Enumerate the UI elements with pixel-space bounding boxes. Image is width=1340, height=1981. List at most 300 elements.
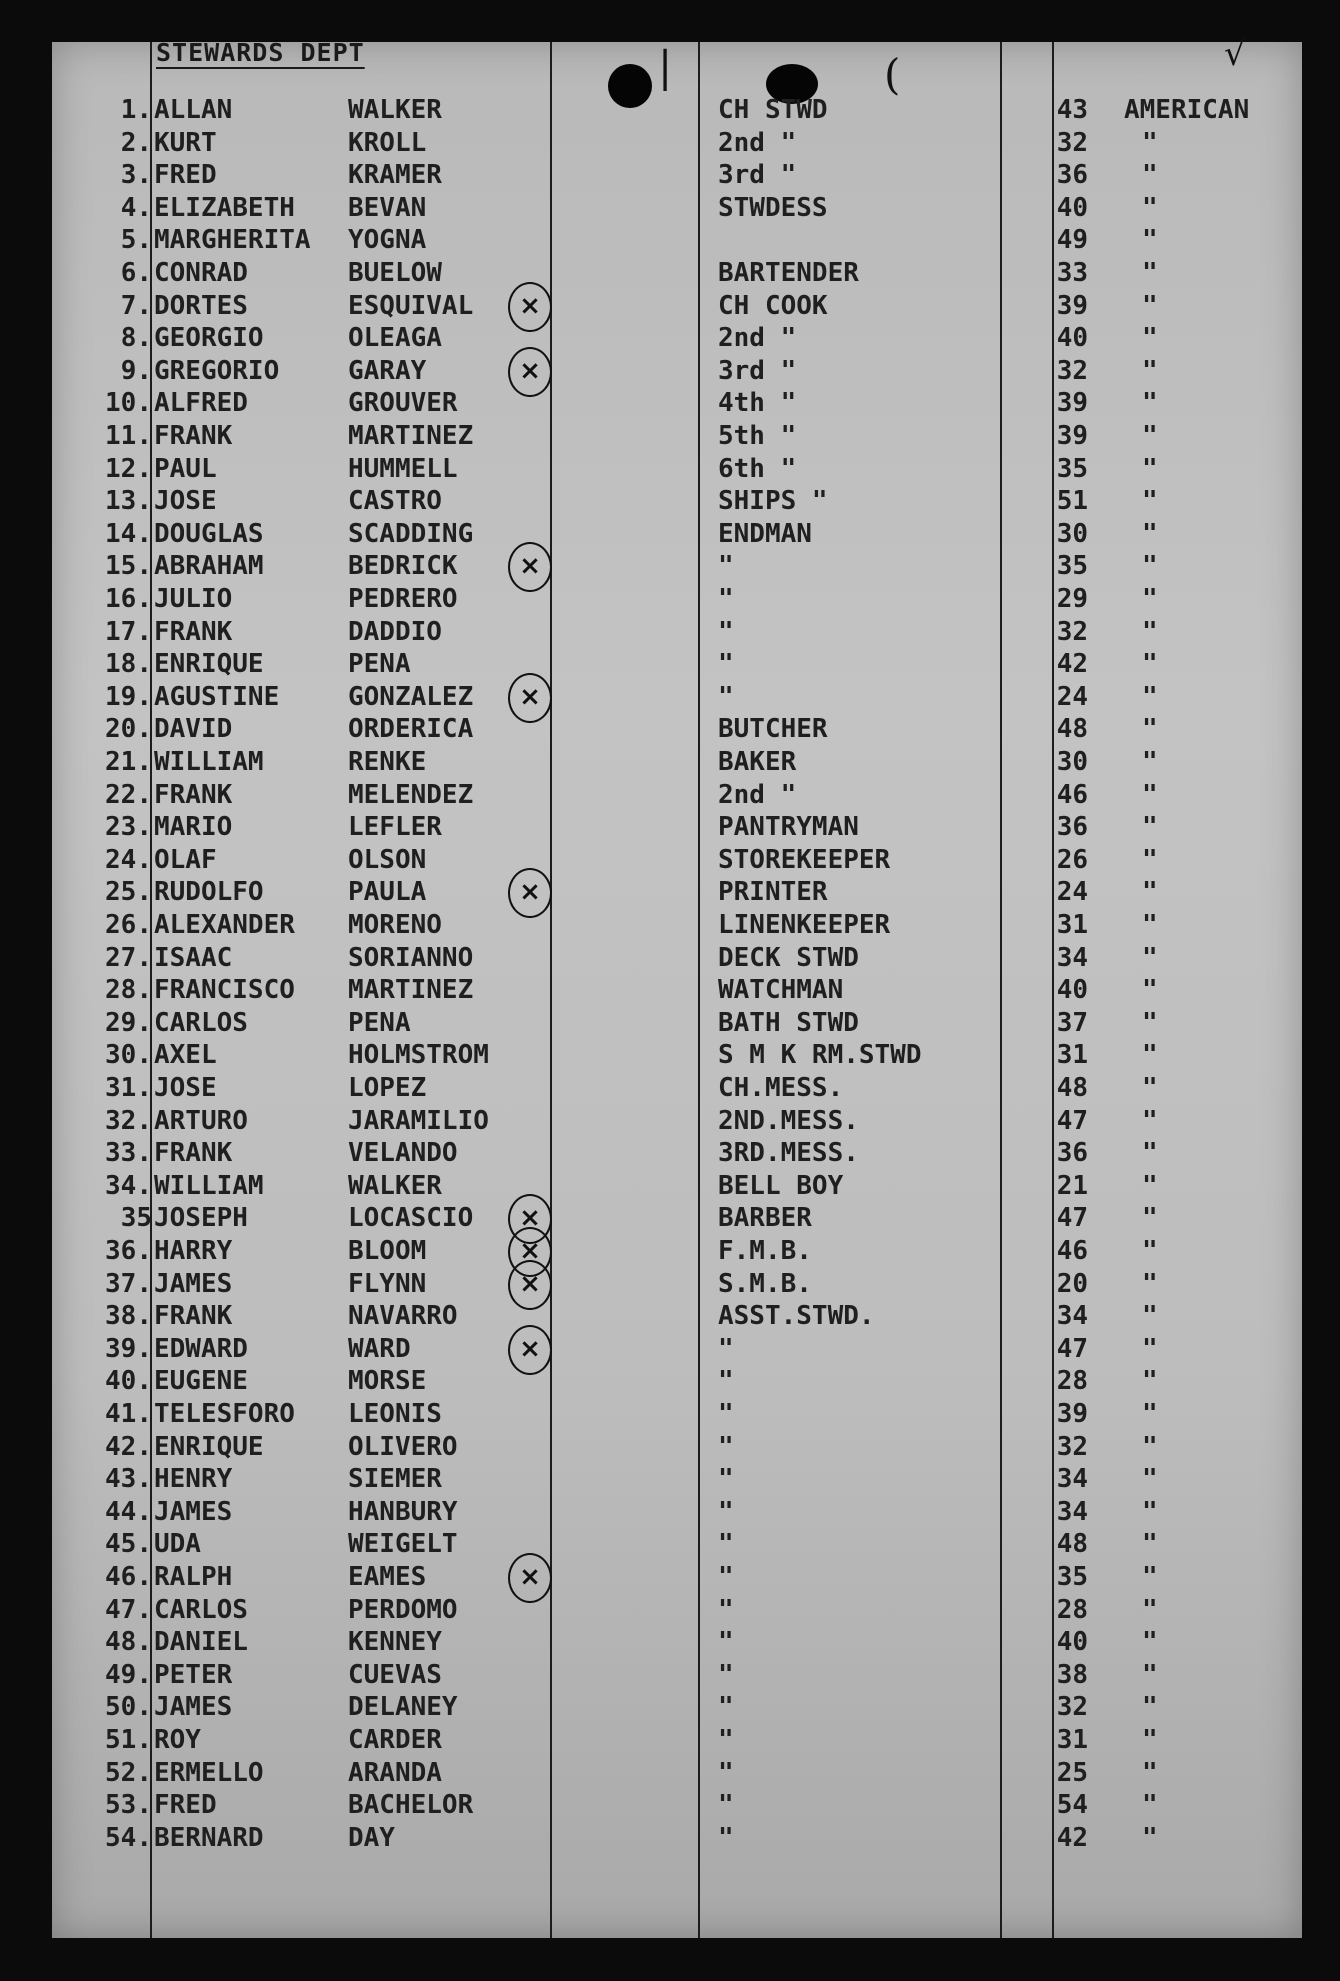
pen-check-icon: √	[1224, 34, 1246, 74]
row-number: 27.	[105, 942, 152, 973]
crew-row	[52, 1007, 1302, 1039]
first-name: GEORGIO	[154, 323, 264, 354]
row-number: 7.	[120, 290, 152, 321]
row-number: 17.	[105, 616, 152, 647]
age: 40	[1056, 192, 1088, 223]
row-number: 36.	[105, 1236, 152, 1266]
first-name: EDWARD	[154, 1333, 248, 1364]
first-name: CONRAD	[154, 258, 248, 288]
crew-row	[52, 127, 1302, 159]
first-name: ALFRED	[154, 388, 248, 419]
row-number: 38.	[105, 1301, 152, 1332]
last-name: KROLL	[348, 127, 427, 158]
row-number: 24.	[105, 844, 152, 875]
pen-stroke-icon: |	[658, 42, 673, 91]
last-name: RENKE	[348, 747, 427, 777]
last-name: GARAY	[348, 355, 427, 386]
last-name: GONZALEZ	[348, 681, 474, 712]
first-name: OLAF	[154, 844, 217, 875]
rating: "	[718, 1725, 734, 1755]
row-number: 28.	[105, 975, 152, 1006]
crew-row	[52, 1137, 1302, 1169]
crew-row	[52, 518, 1302, 550]
last-name: BEVAN	[348, 192, 427, 223]
crew-row	[52, 713, 1302, 745]
nationality: "	[1142, 1659, 1158, 1690]
row-number: 37.	[105, 1268, 152, 1299]
crew-row	[52, 1594, 1302, 1626]
nationality: "	[1142, 551, 1158, 582]
first-name: JAMES	[154, 1692, 233, 1723]
crew-row	[52, 648, 1302, 680]
crew-row	[52, 290, 1302, 322]
first-name: FRANK	[154, 421, 233, 451]
rating: "	[718, 1757, 734, 1788]
nationality: "	[1142, 1073, 1158, 1103]
row-number: 25.	[105, 877, 152, 908]
age: 40	[1056, 323, 1088, 354]
age: 36	[1056, 1138, 1088, 1169]
nationality: "	[1142, 225, 1158, 256]
last-name: OLSON	[348, 844, 427, 875]
rating: S.M.B.	[718, 1268, 812, 1299]
first-name: RALPH	[154, 1562, 233, 1592]
first-name: AGUSTINE	[154, 681, 280, 712]
last-name: BLOOM	[348, 1236, 427, 1266]
crew-row	[52, 616, 1302, 648]
first-name: JOSE	[154, 486, 217, 517]
nationality: "	[1142, 1007, 1158, 1038]
nationality: "	[1142, 1040, 1158, 1071]
age: 34	[1056, 1301, 1088, 1332]
rating: 2nd "	[718, 779, 797, 810]
first-name: UDA	[154, 1529, 201, 1560]
circled-x-mark-icon: ×	[508, 347, 552, 397]
row-number: 39.	[105, 1333, 152, 1364]
age: 51	[1056, 486, 1088, 517]
age: 29	[1056, 584, 1088, 614]
age: 34	[1056, 1496, 1088, 1527]
row-number: 53.	[105, 1790, 152, 1821]
nationality: "	[1142, 942, 1158, 973]
crew-row	[52, 1757, 1302, 1789]
row-number: 12.	[105, 453, 152, 484]
nationality: "	[1142, 1203, 1158, 1234]
first-name: ROY	[154, 1725, 201, 1755]
rating: "	[718, 1627, 734, 1658]
rating: "	[718, 1822, 734, 1853]
nationality: "	[1142, 1464, 1158, 1495]
nationality: "	[1142, 1562, 1158, 1592]
last-name: LOPEZ	[348, 1073, 427, 1103]
last-name: SORIANNO	[348, 942, 474, 973]
rating: "	[718, 1692, 734, 1723]
nationality: "	[1142, 1627, 1158, 1658]
crew-row	[52, 1235, 1302, 1267]
circled-x-mark-icon: ×	[508, 1553, 552, 1603]
rating: PANTRYMAN	[718, 812, 859, 843]
circled-x-mark-icon: ×	[508, 673, 552, 723]
crew-row	[52, 159, 1302, 191]
nationality: "	[1142, 1170, 1158, 1201]
row-number: 6.	[120, 258, 152, 288]
row-number: 29.	[105, 1007, 152, 1038]
last-name: LEONIS	[348, 1399, 442, 1429]
nationality: "	[1142, 1301, 1158, 1332]
age: 30	[1056, 747, 1088, 777]
nationality: "	[1142, 258, 1158, 288]
rating: ASST.STWD.	[718, 1301, 875, 1332]
crew-row	[52, 387, 1302, 419]
age: 20	[1056, 1268, 1088, 1299]
nationality: "	[1142, 453, 1158, 484]
rating: "	[718, 1333, 734, 1364]
last-name: ARANDA	[348, 1757, 442, 1788]
nationality: "	[1142, 1366, 1158, 1397]
row-number: 23.	[105, 812, 152, 843]
rating: S M K RM.STWD	[718, 1040, 922, 1071]
first-name: FRANCISCO	[154, 975, 295, 1006]
nationality: "	[1142, 1268, 1158, 1299]
row-number: 51.	[105, 1725, 152, 1755]
nationality: "	[1142, 421, 1158, 451]
age: 32	[1056, 616, 1088, 647]
rating: SHIPS "	[718, 486, 828, 517]
row-number: 34.	[105, 1170, 152, 1201]
circled-x-mark-icon: ×	[508, 1260, 552, 1310]
age: 35	[1056, 453, 1088, 484]
rating: "	[718, 1431, 734, 1462]
first-name: ABRAHAM	[154, 551, 264, 582]
age: 43	[1056, 95, 1088, 125]
nationality: "	[1142, 1822, 1158, 1853]
last-name: HUMMELL	[348, 453, 458, 484]
row-number: 3.	[120, 160, 152, 191]
row-number: 18.	[105, 649, 152, 680]
crew-row	[52, 1072, 1302, 1104]
rating: "	[718, 1399, 734, 1429]
crew-row	[52, 1268, 1302, 1300]
row-number: 48.	[105, 1627, 152, 1658]
crew-row	[52, 583, 1302, 615]
rating: 3RD.MESS.	[718, 1138, 859, 1169]
row-number: 10.	[105, 388, 152, 419]
rating: BATH STWD	[718, 1007, 859, 1038]
crew-row	[52, 1789, 1302, 1821]
first-name: AXEL	[154, 1040, 217, 1071]
crew-row	[52, 681, 1302, 713]
age: 28	[1056, 1594, 1088, 1625]
nationality: "	[1142, 518, 1158, 549]
row-number: 4.	[120, 192, 152, 223]
first-name: CARLOS	[154, 1594, 248, 1625]
rating: F.M.B.	[718, 1236, 812, 1266]
rating: BUTCHER	[718, 714, 828, 745]
crew-row	[52, 94, 1302, 126]
age: 54	[1056, 1790, 1088, 1821]
nationality: "	[1142, 1431, 1158, 1462]
last-name: LOCASCIO	[348, 1203, 474, 1234]
age: 40	[1056, 1627, 1088, 1658]
age: 35	[1056, 551, 1088, 582]
rating: 3rd "	[718, 355, 797, 386]
circled-x-mark-icon: ×	[508, 868, 552, 918]
crew-row	[52, 1105, 1302, 1137]
rating: BELL BOY	[718, 1170, 844, 1201]
last-name: OLEAGA	[348, 323, 442, 354]
crew-row	[52, 876, 1302, 908]
crew-row	[52, 1333, 1302, 1365]
age: 32	[1056, 1431, 1088, 1462]
row-number: 32.	[105, 1105, 152, 1136]
age: 21	[1056, 1170, 1088, 1201]
row-number: 54.	[105, 1822, 152, 1853]
age: 39	[1056, 421, 1088, 451]
rating: BAKER	[718, 747, 797, 777]
pen-stroke-icon: (	[884, 50, 901, 99]
first-name: EUGENE	[154, 1366, 248, 1397]
crew-row	[52, 844, 1302, 876]
last-name: WEIGELT	[348, 1529, 458, 1560]
row-number: 19.	[105, 681, 152, 712]
first-name: ARTURO	[154, 1105, 248, 1136]
rating: LINENKEEPER	[718, 910, 891, 940]
first-name: MARGHERITA	[154, 225, 311, 256]
first-name: MARIO	[154, 812, 233, 843]
last-name: VELANDO	[348, 1138, 458, 1169]
rating: "	[718, 1496, 734, 1527]
last-name: DADDIO	[348, 616, 442, 647]
last-name: JARAMILIO	[348, 1105, 489, 1136]
rating: "	[718, 1790, 734, 1821]
row-number: 47.	[105, 1594, 152, 1625]
last-name: HANBURY	[348, 1496, 458, 1527]
nationality: "	[1142, 290, 1158, 321]
age: 42	[1056, 1822, 1088, 1853]
circled-x-mark-icon: ×	[508, 542, 552, 592]
row-number: 15.	[105, 551, 152, 582]
crew-row	[52, 453, 1302, 485]
nationality: "	[1142, 388, 1158, 419]
last-name: DAY	[348, 1822, 395, 1853]
last-name: WARD	[348, 1333, 411, 1364]
last-name: DELANEY	[348, 1692, 458, 1723]
nationality: "	[1142, 779, 1158, 810]
row-number: 33.	[105, 1138, 152, 1169]
nationality: "	[1142, 877, 1158, 908]
nationality: "	[1142, 127, 1158, 158]
first-name: TELESFORO	[154, 1399, 295, 1429]
last-name: MARTINEZ	[348, 421, 474, 451]
last-name: BEDRICK	[348, 551, 458, 582]
first-name: DORTES	[154, 290, 248, 321]
row-number: 45.	[105, 1529, 152, 1560]
age: 33	[1056, 258, 1088, 288]
rating: "	[718, 681, 734, 712]
age: 28	[1056, 1366, 1088, 1397]
nationality: "	[1142, 584, 1158, 614]
rating: STWDESS	[718, 192, 828, 223]
circled-x-mark-icon: ×	[508, 1325, 552, 1375]
last-name: MARTINEZ	[348, 975, 474, 1006]
nationality: "	[1142, 616, 1158, 647]
rating: "	[718, 1366, 734, 1397]
nationality: "	[1142, 486, 1158, 517]
last-name: LEFLER	[348, 812, 442, 843]
first-name: ENRIQUE	[154, 649, 264, 680]
crew-row	[52, 1202, 1302, 1234]
crew-row	[52, 974, 1302, 1006]
first-name: DANIEL	[154, 1627, 248, 1658]
age: 31	[1056, 1725, 1088, 1755]
nationality: "	[1142, 1399, 1158, 1429]
age: 36	[1056, 160, 1088, 191]
last-name: KRAMER	[348, 160, 442, 191]
age: 32	[1056, 355, 1088, 386]
rating: CH STWD	[718, 95, 828, 125]
age: 47	[1056, 1333, 1088, 1364]
rating: "	[718, 551, 734, 582]
nationality: "	[1142, 844, 1158, 875]
last-name: WALKER	[348, 1170, 442, 1201]
first-name: PETER	[154, 1659, 233, 1690]
age: 35	[1056, 1562, 1088, 1592]
crew-list	[52, 42, 1302, 1938]
first-name: HENRY	[154, 1464, 233, 1495]
last-name: GROUVER	[348, 388, 458, 419]
row-number: 42.	[105, 1431, 152, 1462]
row-number: 41.	[105, 1399, 152, 1429]
department-header: STEWARDS DEPT	[156, 38, 365, 67]
row-number: 22.	[105, 779, 152, 810]
crew-row	[52, 1528, 1302, 1560]
first-name: PAUL	[154, 453, 217, 484]
last-name: PENA	[348, 1007, 411, 1038]
row-number: 31.	[105, 1073, 152, 1103]
rating: "	[718, 1562, 734, 1592]
rating: 2nd "	[718, 127, 797, 158]
row-number: 11.	[105, 421, 152, 451]
crew-row	[52, 420, 1302, 452]
nationality: "	[1142, 1757, 1158, 1788]
rating: CH.MESS.	[718, 1073, 844, 1103]
last-name: YOGNA	[348, 225, 427, 256]
last-name: KENNEY	[348, 1627, 442, 1658]
row-number: 52.	[105, 1757, 152, 1788]
first-name: KURT	[154, 127, 217, 158]
row-number: 49.	[105, 1659, 152, 1690]
first-name: ENRIQUE	[154, 1431, 264, 1462]
first-name: FRANK	[154, 1138, 233, 1169]
nationality: "	[1142, 192, 1158, 223]
age: 48	[1056, 1073, 1088, 1103]
first-name: JAMES	[154, 1496, 233, 1527]
nationality: "	[1142, 649, 1158, 680]
rating: 6th "	[718, 453, 797, 484]
last-name: PEDRERO	[348, 584, 458, 614]
last-name: PENA	[348, 649, 411, 680]
rating: 2nd "	[718, 323, 797, 354]
row-number: 21.	[105, 747, 152, 777]
age: 24	[1056, 681, 1088, 712]
rating: "	[718, 1464, 734, 1495]
rating: WATCHMAN	[718, 975, 844, 1006]
row-number: 9.	[120, 355, 152, 386]
nationality: "	[1142, 323, 1158, 354]
age: 42	[1056, 649, 1088, 680]
age: 49	[1056, 225, 1088, 256]
last-name: WALKER	[348, 95, 442, 125]
age: 39	[1056, 1399, 1088, 1429]
circled-x-mark-icon: ×	[508, 1194, 552, 1244]
first-name: JOSEPH	[154, 1203, 248, 1234]
first-name: RUDOLFO	[154, 877, 264, 908]
crew-row	[52, 746, 1302, 778]
nationality: "	[1142, 910, 1158, 940]
rating: BARTENDER	[718, 258, 859, 288]
rating: 4th "	[718, 388, 797, 419]
last-name: SIEMER	[348, 1464, 442, 1495]
first-name: ERMELLO	[154, 1757, 264, 1788]
nationality: "	[1142, 975, 1158, 1006]
age: 46	[1056, 1236, 1088, 1266]
crew-row	[52, 1170, 1302, 1202]
rating: PRINTER	[718, 877, 828, 908]
first-name: FRANK	[154, 616, 233, 647]
row-number: 46.	[105, 1562, 152, 1592]
age: 48	[1056, 1529, 1088, 1560]
crew-row	[52, 1039, 1302, 1071]
last-name: SCADDING	[348, 518, 474, 549]
nationality: "	[1142, 160, 1158, 191]
crew-row	[52, 1691, 1302, 1723]
crew-row	[52, 1398, 1302, 1430]
circled-x-mark-icon: ×	[508, 1227, 552, 1277]
last-name: ESQUIVAL	[348, 290, 474, 321]
age: 30	[1056, 518, 1088, 549]
first-name: WILLIAM	[154, 1170, 264, 1201]
last-name: OLIVERO	[348, 1431, 458, 1462]
crew-row	[52, 192, 1302, 224]
age: 36	[1056, 812, 1088, 843]
crew-row	[52, 942, 1302, 974]
row-number: 16.	[105, 584, 152, 614]
first-name: ALEXANDER	[154, 910, 295, 940]
nationality: "	[1142, 1138, 1158, 1169]
last-name: MORSE	[348, 1366, 427, 1397]
last-name: MORENO	[348, 910, 442, 940]
manifest-sheet	[52, 34, 1302, 1938]
nationality: "	[1142, 1105, 1158, 1136]
last-name: NAVARRO	[348, 1301, 458, 1332]
age: 34	[1056, 1464, 1088, 1495]
first-name: JOSE	[154, 1073, 217, 1103]
last-name: FLYNN	[348, 1268, 427, 1299]
crew-row	[52, 1496, 1302, 1528]
crew-row	[52, 779, 1302, 811]
age: 38	[1056, 1659, 1088, 1690]
crew-row	[52, 1463, 1302, 1495]
first-name: FRANK	[154, 1301, 233, 1332]
rating: "	[718, 584, 734, 614]
last-name: BUELOW	[348, 258, 442, 288]
last-name: CUEVAS	[348, 1659, 442, 1690]
last-name: ORDERICA	[348, 714, 474, 745]
last-name: CARDER	[348, 1725, 442, 1755]
crew-row	[52, 485, 1302, 517]
row-number: 13.	[105, 486, 152, 517]
row-number: 30.	[105, 1040, 152, 1071]
